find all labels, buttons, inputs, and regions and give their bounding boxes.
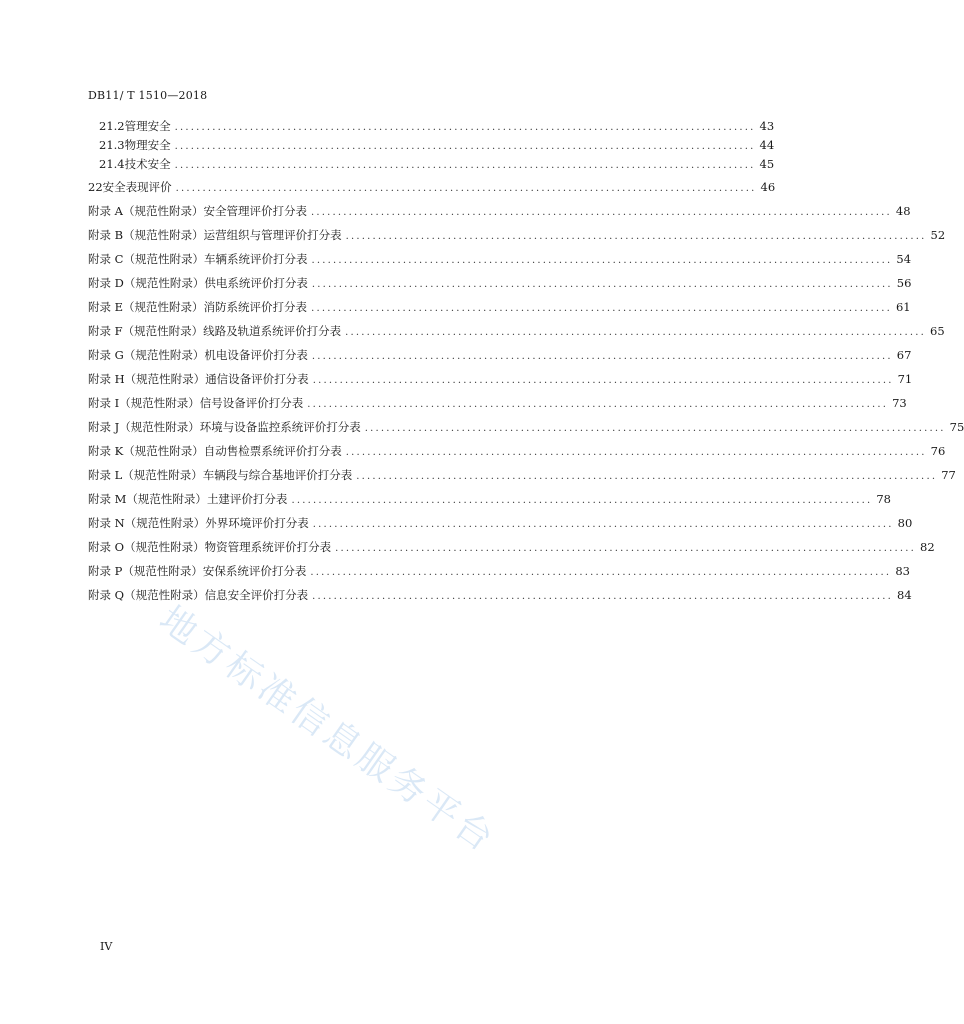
appendix-code: 附录 Q（规范性附录） [88, 588, 205, 602]
appendix-title: 物资管理系统评价打分表 [204, 540, 332, 554]
toc-entry-title: 安全表现评价 [102, 180, 172, 194]
appendix-page: 73 [892, 396, 907, 410]
appendix-title: 信号设备评价打分表 [199, 396, 304, 410]
dot-leader: ............................................................................................................ [335, 543, 916, 554]
toc-appendix-e[interactable] [88, 299, 911, 315]
toc-appendix-g[interactable] [88, 347, 912, 363]
appendix-title: 外界环境评价打分表 [205, 516, 309, 530]
dot-leader: ............................................................................................................ [311, 255, 893, 266]
appendix-page: 52 [930, 228, 946, 242]
appendix-title: 安全管理评价打分表 [203, 204, 307, 218]
toc-appendix-f[interactable] [88, 323, 945, 339]
toc-appendix-l[interactable] [88, 467, 956, 483]
appendix-page: 84 [897, 588, 912, 602]
toc-appendix-o[interactable] [88, 539, 935, 555]
page-number-roman: IV [100, 940, 113, 953]
toc-appendix-d[interactable] [88, 275, 912, 291]
appendix-page: 65 [930, 324, 945, 338]
standard-code-header: DB11/ T 1510—2018 [88, 89, 208, 102]
toc-entry-page: 44 [759, 138, 775, 152]
dot-leader: ............................................................................................................ [310, 567, 892, 578]
toc-entry-page: 45 [759, 157, 775, 171]
appendix-page: 71 [897, 372, 913, 386]
toc-entry-page: 43 [759, 119, 775, 133]
appendix-page: 77 [941, 468, 956, 482]
dot-leader: ............................................................................................................ [291, 495, 873, 506]
appendix-page: 78 [876, 492, 891, 506]
appendix-title: 安保系统评价打分表 [202, 564, 307, 578]
appendix-code: 附录 N（规范性附录） [88, 516, 206, 530]
appendix-code: 附录 L（规范性附录） [88, 468, 203, 482]
appendix-page: 67 [896, 348, 912, 362]
appendix-page: 82 [920, 540, 935, 554]
appendix-code: 附录 F（规范性附录） [88, 324, 204, 338]
appendix-page: 61 [895, 300, 911, 314]
dot-leader: ............................................................................................................ [312, 591, 893, 602]
appendix-code: 附录 C（规范性附录） [88, 252, 204, 266]
toc-entry-number: 21.2 [99, 119, 125, 133]
toc-entry-21-2[interactable] [88, 118, 775, 134]
appendix-code: 附录 I（规范性附录） [88, 396, 200, 410]
watermark-text: 地方标准信息服务平台 [151, 598, 504, 862]
dot-leader: ............................................................................................................ [345, 231, 927, 242]
appendix-title: 线路及轨道系统评价打分表 [203, 324, 342, 338]
toc-entry-title: 管理安全 [124, 119, 171, 133]
appendix-page: 76 [930, 444, 946, 458]
dot-leader: ............................................................................................................ [307, 399, 889, 410]
appendix-title: 通信设备评价打分表 [205, 372, 309, 386]
appendix-code: 附录 H（规范性附录） [88, 372, 206, 386]
dot-leader: ............................................................................................................ [311, 351, 893, 362]
appendix-title: 环境与设备监控系统评价打分表 [199, 420, 361, 434]
appendix-code: 附录 P（规范性附录） [88, 564, 203, 578]
appendix-title: 自动售检票系统评价打分表 [203, 444, 342, 458]
appendix-page: 75 [949, 420, 964, 434]
appendix-title: 运营组织与管理评价打分表 [203, 228, 342, 242]
appendix-page: 54 [896, 252, 912, 266]
dot-leader: ............................................................................................................ [356, 471, 938, 482]
appendix-code: 附录 O（规范性附录） [88, 540, 205, 554]
toc-entry-number: 22 [88, 180, 103, 194]
appendix-code: 附录 K（规范性附录） [88, 444, 204, 458]
toc-appendix-p[interactable] [88, 563, 910, 579]
toc-appendix-i[interactable] [88, 395, 907, 411]
toc-entry-title: 技术安全 [124, 157, 171, 171]
toc-appendix-q[interactable] [88, 587, 912, 603]
dot-leader: ............................................................................................................ [174, 122, 756, 133]
toc-appendix-h[interactable] [88, 371, 913, 387]
appendix-code: 附录 M（规范性附录） [88, 492, 207, 506]
toc-appendix-n[interactable] [88, 515, 913, 531]
appendix-code: 附录 D（规范性附录） [88, 276, 205, 290]
toc-appendix-a[interactable] [88, 203, 911, 219]
appendix-code: 附录 A（规范性附录） [88, 204, 204, 218]
appendix-title: 供电系统评价打分表 [204, 276, 308, 290]
dot-leader: ............................................................................................................ [310, 207, 892, 218]
appendix-title: 土建评价打分表 [206, 492, 288, 506]
dot-leader: ............................................................................................................ [345, 447, 927, 458]
appendix-title: 机电设备评价打分表 [204, 348, 308, 362]
toc-entry-page: 46 [760, 180, 776, 194]
appendix-page: 48 [895, 204, 911, 218]
dot-leader: ............................................................................................................ [364, 423, 946, 434]
appendix-title: 车辆系统评价打分表 [203, 252, 308, 266]
toc-appendix-b[interactable] [88, 227, 946, 243]
dot-leader: ............................................................................................................ [345, 327, 927, 338]
appendix-code: 附录 E（规范性附录） [88, 300, 204, 314]
toc-entry-22[interactable] [88, 179, 776, 195]
appendix-code: 附录 G（规范性附录） [88, 348, 205, 362]
appendix-page: 83 [895, 564, 910, 578]
toc-entry-21-3[interactable] [88, 137, 775, 153]
dot-leader: ............................................................................................................ [175, 183, 757, 194]
toc-appendix-j[interactable] [88, 419, 964, 435]
dot-leader: ............................................................................................................ [312, 375, 894, 386]
toc-entry-21-4[interactable] [88, 156, 775, 172]
dot-leader: ............................................................................................................ [174, 160, 756, 171]
toc-appendix-c[interactable] [88, 251, 912, 267]
appendix-page: 80 [897, 516, 913, 530]
appendix-code: 附录 B（规范性附录） [88, 228, 204, 242]
toc-appendix-m[interactable] [88, 491, 891, 507]
dot-leader: ............................................................................................................ [311, 303, 892, 314]
dot-leader: ............................................................................................................ [311, 279, 893, 290]
appendix-page: 56 [896, 276, 912, 290]
dot-leader: ............................................................................................................ [174, 141, 756, 152]
appendix-title: 消防系统评价打分表 [203, 300, 308, 314]
appendix-title: 车辆段与综合基地评价打分表 [202, 468, 353, 482]
appendix-title: 信息安全评价打分表 [204, 588, 309, 602]
toc-entry-title: 物理安全 [124, 138, 171, 152]
toc-appendix-k[interactable] [88, 443, 946, 459]
toc-entry-number: 21.3 [99, 138, 125, 152]
dot-leader: ............................................................................................................ [312, 519, 894, 530]
toc-entry-number: 21.4 [99, 157, 125, 171]
appendix-code: 附录 J（规范性附录） [88, 420, 200, 434]
